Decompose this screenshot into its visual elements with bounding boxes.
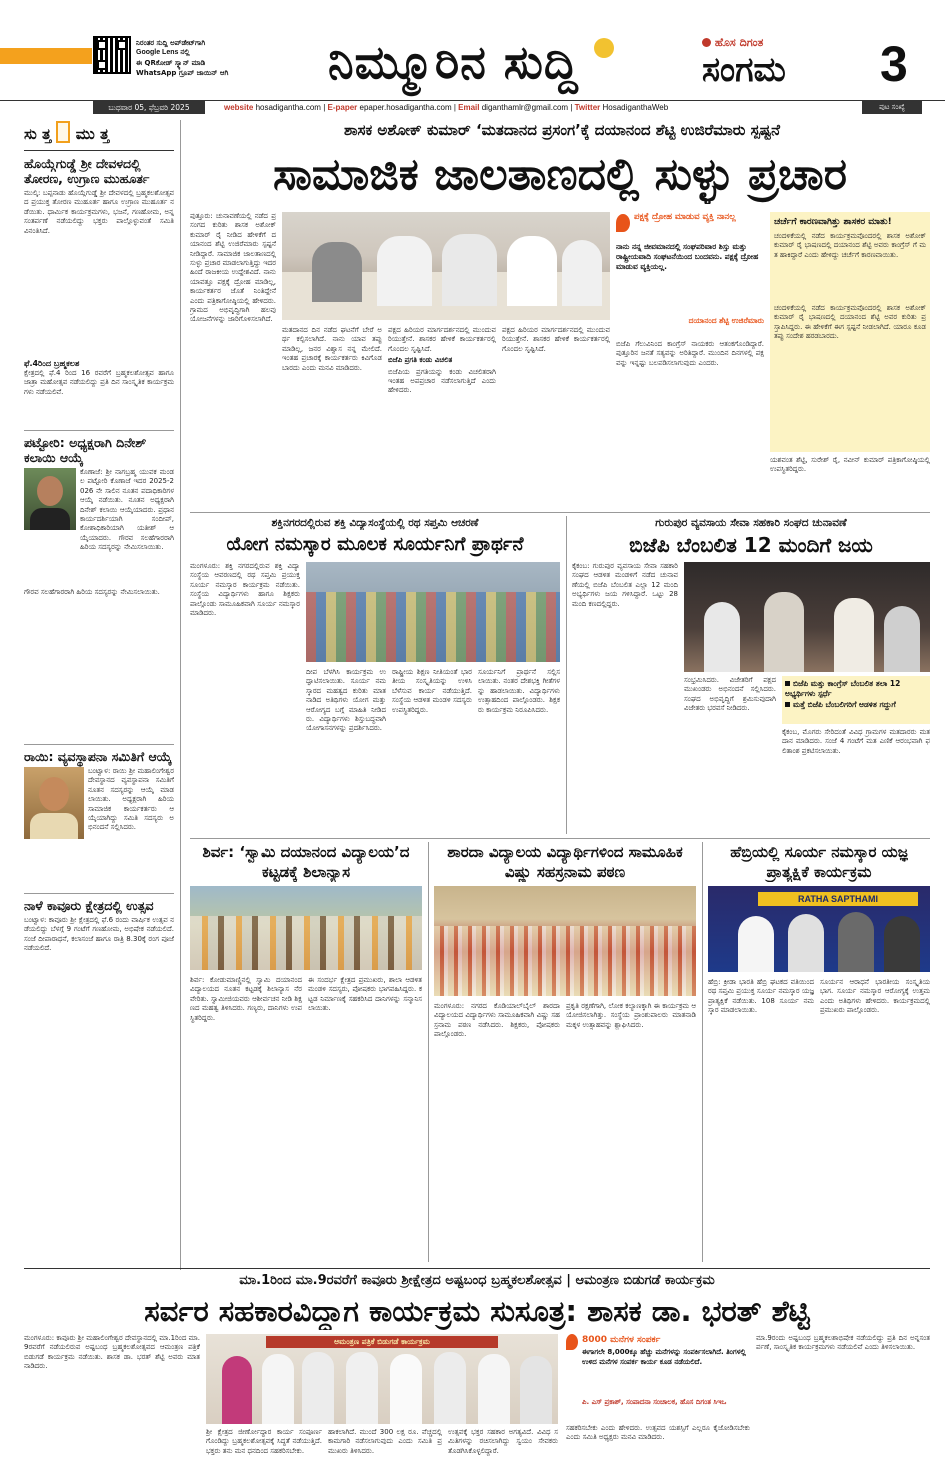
website-label: website: [224, 103, 254, 112]
story3-bullet2: [785, 700, 927, 710]
qr-line2: Google Lens ನಲ್ಲಿ: [136, 49, 190, 56]
lead-quote: [616, 212, 764, 334]
sidebar-title-left: ಸು: [24, 125, 37, 143]
story3-col3: ಕೈಕಂಬ, ಮೊಗರು ಸೇರಿದಂತೆ ವಿವಿಧ ಗ್ರಾಮಗಳ ಮತದಾರರು ಮತದಾನ ಮಾಡಿದರು. ಸಂಜೆ 4 ಗಂಟೆಗೆ ಮತ ಎಣಿಕೆ ಆರಂಭವಾಗಿ ಫಲಿತಾಂಶ ಪ್ರಕಟಿಸಲಾಯಿತು.: [782, 728, 930, 755]
brand-small-text: ಹೊಸ ದಿಗಂತ: [714, 36, 764, 49]
lead-col3-text: ಪಕ್ಷದ ಹಿರಿಯರ ಮಾರ್ಗದರ್ಶನದಲ್ಲಿ ಮುಂದುವರಿಯುತ್ತೇನೆ. ಶಾಸಕರ ಹೇಳಿಕೆ ಕಾರ್ಯಕರ್ತರಲ್ಲಿ ಗೊಂದಲ ಸೃಷ್ಟಿಸಿದೆ.: [388, 326, 496, 353]
story6-col2: ಸೂರ್ಯನ ಆರಾಧನೆ ಭಾರತೀಯ ಸಂಸ್ಕೃತಿಯ ಭಾಗ. ಸೂರ್ಯ ನಮಸ್ಕಾರ ಆರೋಗ್ಯಕ್ಕೆ ಉತ್ತಮ ಎಂದು ಅತಿಥಿಗಳು ಹೇಳಿದರು. ಕಾರ್ಯಕ್ರಮದಲ್ಲಿ ಪ್ರಮುಖರು ಪಾಲ್ಗೊಂಡರು.: [820, 978, 930, 1015]
sidebar-rule: [24, 150, 174, 151]
story6-col1: ಹೆಬ್ರಿ: ಕ್ರೀಡಾ ಭಾರತಿ ಹೆಬ್ರಿ ಘಟಕದ ವತಿಯಿಂದ ರಥ ಸಪ್ತಮಿ ಪ್ರಯುಕ್ತ ಸೂರ್ಯ ನಮಸ್ಕಾರ ಯಜ್ಞ ಪ್ರಾತ್ಯಕ್ಷಿಕೆ ನಡೆಯಿತು. 108 ಸೂರ್ಯ ನಮಸ್ಕಾರ ಮಾಡಲಾಯಿತು.: [708, 978, 814, 1015]
s1-body2: ಕ್ಷೇತ್ರದಲ್ಲಿ ಫೆ.4 ರಿಂದ 16 ರವರೆಗೆ ಬ್ರಹ್ಮಕಲಶೋತ್ಸವ ಹಾಗೂ ಜಾತ್ರಾ ಮಹೋತ್ಸವ ನಡೆಯಲಿದ್ದು ಪ್ರತಿ ದಿನ ಸಾಂಸ್ಕೃತಿಕ ಕಾರ್ಯಕ್ರಮಗಳು ನಡೆಯಲಿವೆ.: [24, 369, 174, 396]
story2-col3: ರಾಷ್ಟ್ರೀಯ ಶಿಕ್ಷಣ ನೀತಿಯಂತೆ ಭಾರತೀಯ ಸಂಸ್ಕೃತಿಯನ್ನು ಉಳಿಸಿ ಬೆಳೆಸುವ ಕಾರ್ಯ ನಡೆಯುತ್ತಿದೆ. ಸಂಸ್ಥೆಯ ಆಡಳಿತ ಮಂಡಳಿ ಸದಸ್ಯರು ಉಪಸ್ಥಿತರಿದ್ದರು.: [392, 668, 472, 714]
story3-bullet1: [785, 679, 927, 698]
story7-col3: ಹಾಕಲಾಗಿದೆ. ಮುಂದೆ 300 ಲಕ್ಷ ರೂ. ವೆಚ್ಚದಲ್ಲಿ ಕಾಮಗಾರಿ ನಡೆಸಲಾಗುವುದು ಎಂದು ಸಮಿತಿ ಪ್ರಮುಖರು ತಿಳಿಸಿದರು.: [328, 1428, 442, 1455]
story7-col5: ಮಾ.9ರಂದು ಅಷ್ಟಬಂಧ ಬ್ರಹ್ಮಕಲಶಾಭಿಷೇಕ ನಡೆಯಲಿದ್ದು ಪ್ರತಿ ದಿನ ಅನ್ನಸಂತರ್ಪಣೆ, ಸಾಂಸ್ಕೃತಿಕ ಕಾರ್ಯಕ್ರಮಗಳು ನಡೆಯಲಿವೆ ಎಂದು ತಿಳಿಸಲಾಯಿತು.: [756, 1334, 930, 1352]
contact-row: website hosadigantha.com | E-paper epaper.hosadigantha.com | Email diganthamlr@gmail.com | Twitter HosadiganthaWeb: [224, 103, 669, 112]
story7-col6: ಸಹಕರಿಸಬೇಕು ಎಂದು ಹೇಳಿದರು. ಉತ್ಸವದ ಯಶಸ್ಸಿಗೆ ಎಲ್ಲರೂ ಕೈಜೋಡಿಸಬೇಕು ಎಂದು ಸಮಿತಿ ಅಧ್ಯಕ್ಷರು ಮನವಿ ಮಾಡಿದರು.: [566, 1424, 750, 1442]
qr-line3: ಈ QRಕೋಡ್ ಸ್ಕ್ಯಾನ್ ಮಾಡಿ: [136, 59, 206, 67]
lead-col3-sub-body: ಬಿಜೆಪಿಯ ಪ್ರಗತಿಯನ್ನು ಕಂಡು ವಿಚಲಿತರಾಗಿ ಇಂತಹ ಅಪಪ್ರಚಾರ ನಡೆಸಲಾಗುತ್ತಿದೆ ಎಂದು ಹೇಳಿದರು.: [388, 367, 496, 395]
bullet-square-icon: [785, 702, 790, 707]
story5-col2: ಪ್ರಕೃತಿ ರಕ್ಷಣೆಗಾಗಿ, ಲೋಕ ಕಲ್ಯಾಣಕ್ಕಾಗಿ ಈ ಕಾರ್ಯಕ್ರಮ ಆಯೋಜಿಸಲಾಗಿತ್ತು. ಸಂಸ್ಥೆಯ ಪ್ರಾಂಶುಪಾಲರು ಮಾತನಾಡಿ ಮಕ್ಕಳ ಉತ್ಸಾಹವನ್ನು ಶ್ಲಾಘಿಸಿದರು.: [566, 1002, 696, 1029]
s1-headline: ಹೊಯ್ಗೆಗುಡ್ಡೆ ಶ್ರೀ ದೇವಳದಲ್ಲಿ ತೋರಣ, ಉಗ್ರಾಣ ಮುಹೂರ್ತ: [24, 156, 150, 186]
s1-body: ಮುಲ್ಕಿ: ಬಪ್ಪನಾಡು ಹೊಯ್ಗೆಗುಡ್ಡೆ ಶ್ರೀ ದೇವಳದಲ್ಲಿ ಬ್ರಹ್ಮಕಲಶೋತ್ಸವದ ಪ್ರಯುಕ್ತ ತೋರಣ ಮುಹೂರ್ತ ಹಾಗೂ ಉಗ್ರಾಣ ಮುಹೂರ್ತ ನಡೆಯಿತು. ಧಾರ್ಮಿಕ ಕಾರ್ಯಕ್ರಮಗಳು, ಭಜನೆ, ಗಣಹೋಮ, ಅನ್ನಸಂತರ್ಪಣೆ ನಡೆಯಲಿದ್ದು ಭಕ್ತರು ಪಾಲ್ಗೊಳ್ಳುವಂತೆ ಸಮಿತಿ ವಿನಂತಿಸಿದೆ.: [24, 189, 174, 235]
quote-mark-icon: [566, 1334, 578, 1350]
qr-line1: ನಿರಂತರ ಸುದ್ದಿ ಅಪ್‌ಡೇಟ್‌ಗಾಗಿ: [136, 39, 206, 47]
sidebar-title-door-icon: [56, 121, 70, 143]
twitter-link[interactable]: HosadiganthaWeb: [602, 103, 669, 112]
lead-box-head: ಚರ್ಚೆಗೆ ಕಾರಣವಾಗಿತ್ತು ಶಾಸಕರ ಮಾತು!: [774, 217, 892, 227]
story7-col1: ಮಂಗಳೂರು: ಕಾವೂರು ಶ್ರೀ ಮಹಾಲಿಂಗೇಶ್ವರ ದೇವಸ್ಥಾನದಲ್ಲಿ ಮಾ.1ರಿಂದ ಮಾ.9ರವರೆಗೆ ನಡೆಯಲಿರುವ ಅಷ್ಟಬಂಧ ಬ್ರಹ್ಮಕಲಶೋತ್ಸವದ ಆಮಂತ್ರಣ ಪತ್ರಿಕೆ ಬಿಡುಗಡೆ ಕಾರ್ಯಕ್ರಮ ನಡೆಯಿತು. ಶಾಸಕ ಡಾ. ಭರತ್ ಶೆಟ್ಟಿ ಅವರು ಮಾತನಾಡಿದರು.: [24, 1334, 200, 1371]
s2-photo: [24, 468, 76, 530]
story4-headline: ಶಿರ್ವ: ‘ಸ್ವಾಮಿ ದಯಾನಂದ ವಿದ್ಯಾಲಯ’ದ ಕಟ್ಟಡಕ್ಕೆ ಶಿಲಾನ್ಯಾಸ: [202, 843, 410, 881]
story3-bullet1-text: ಬಿಜೆಪಿ ಮತ್ತು ಕಾಂಗ್ರೆಸ್ ಬೆಂಬಲಿತ ತಲಾ 12 ಅಭ್ಯರ್ಥಿಗಳು ಸ್ಪರ್ಧೆ: [785, 679, 901, 698]
story3-headline: ಬಿಜೆಪಿ ಬೆಂಬಲಿತ 12 ಮಂದಿಗೆ ಜಯ: [629, 533, 873, 557]
divider-s5-s6: [702, 842, 703, 1262]
story4-col2: ಈ ಸಂದರ್ಭ ಕ್ಷೇತ್ರದ ಪ್ರಮುಖರು, ಶಾಲಾ ಆಡಳಿತ ಮಂಡಳಿ ಸದಸ್ಯರು, ಪೋಷಕರು ಭಾಗವಹಿಸಿದ್ದರು. ಕಟ್ಟಡ ನಿರ್ಮಾಣಕ್ಕೆ ಸಹಕರಿಸಿದ ದಾನಿಗಳನ್ನು ಸನ್ಮಾನಿಸಲಾಯಿತು.: [308, 976, 422, 1013]
date-box: ಬುಧವಾರ 05, ಫೆಬ್ರವರಿ 2025: [93, 101, 205, 114]
lead-col2: ಮತದಾನದ ದಿನ ನಡೆದ ಘಟನೆಗೆ ಬೇರೆ ಅರ್ಥ ಕಲ್ಪಿಸಲಾಗಿದೆ. ನಾನು ಯಾವ ತಪ್ಪು ಮಾಡಿಲ್ಲ, ಜನರ ವಿಶ್ವಾಸ ನನ್ನ ಮೇಲಿದೆ. ಇಂತಹ ಪ್ರಚಾರಕ್ಕೆ ಕಾರ್ಯಕರ್ತರು ಕಿವಿಗೊಡಬಾರದು ಎಂದು ಮನವಿ ಮಾಡಿದರು.: [282, 326, 382, 372]
lead-sidebox: [770, 212, 930, 452]
sidebar-divider: [180, 120, 181, 1270]
story5-headline: ಶಾರದಾ ವಿದ್ಯಾಲಯ ವಿದ್ಯಾರ್ಥಿಗಳಿಂದ ಸಾಮೂಹಿಕ ವಿಷ್ಣು ಸಹಸ್ರನಾಮ ಪಠಣ: [447, 843, 683, 881]
story7-col2: ಶ್ರೀ ಕ್ಷೇತ್ರದ ಜೀರ್ಣೋದ್ಧಾರ ಕಾರ್ಯ ಸಂಪೂರ್ಣಗೊಂಡಿದ್ದು ಬ್ರಹ್ಮಕಲಶೋತ್ಸವಕ್ಕೆ ಸಿದ್ಧತೆ ನಡೆಯುತ್ತಿದೆ. ಭಕ್ತರು ತನು ಮನ ಧನದಿಂದ ಸಹಕರಿಸಬೇಕು.: [206, 1428, 322, 1455]
orange-bar: [0, 48, 92, 64]
info-strip: [0, 100, 945, 114]
rule-2: [190, 838, 930, 839]
lead-headline: ಸಾಮಾಜಿಕ ಜಾಲತಾಣದಲ್ಲಿ ಸುಳ್ಳು ಪ್ರಚಾರ: [273, 149, 847, 200]
story3-bullets: [782, 676, 930, 724]
story7-photo: [206, 1334, 558, 1424]
pages-box: ಪುಟ ಸಂಖ್ಯೆ: [862, 101, 922, 114]
epaper-label: E-paper: [327, 103, 358, 112]
email-label: Email: [458, 103, 480, 112]
story7-quote-by: ಪಿ. ಎಸ್ ಪ್ರಕಾಶ್, ಸಂಪಾದನಾ ಸಂಚಾಲಕ, ಹೊಸ ದಿಗಂತ ಸಿಇಒ: [582, 1398, 727, 1406]
s3-wrap: [24, 767, 174, 887]
s2-body: ಕೊಣಾಜೆ: ಶ್ರೀ ನಾಗಬ್ರಹ್ಮ ಯುವಕ ಮಂಡಲ ಪಟ್ಟೋರಿ ಕೊಣಾಜೆ ಇದರ 2025-2026 ನೇ ಸಾಲಿನ ನೂತನ ಪದಾಧಿಕಾರಿಗಳ ಆಯ್ಕೆ ನಡೆಯಿತು. ನೂತನ ಅಧ್ಯಕ್ಷರಾಗಿ ದಿನೇಶ್ ಕಲಾಯಿ ಆಯ್ಕೆಯಾದರು. ಪ್ರಧಾನ ಕಾರ್ಯದರ್ಶಿಯಾಗಿ ಸಂದೀಪ್, ಕೋಶಾಧಿಕಾರಿಯಾಗಿ ಯತೀಶ್ ಆಯ್ಕೆಯಾದರು. ಗೌರವ ಸಲಹೆಗಾರರಾಗಿ ಹಿರಿಯ ಸದಸ್ಯರನ್ನು ನೇಮಿಸಲಾಯಿತು.: [80, 468, 174, 552]
masthead: [0, 0, 945, 114]
s4-headline: ನಾಳೆ ಕಾವೂರು ಕ್ಷೇತ್ರದಲ್ಲಿ ಉತ್ಸವ: [24, 893, 174, 913]
story2-col1: ಮಂಗಳೂರು: ಶಕ್ತಿ ನಗರದಲ್ಲಿರುವ ಶಕ್ತಿ ವಿದ್ಯಾ ಸಂಸ್ಥೆಯ ಆವರಣದಲ್ಲಿ ರಥ ಸಪ್ತಮಿ ಪ್ರಯುಕ್ತ ಸೂರ್ಯ ನಮಸ್ಕಾರ ಕಾರ್ಯಕ್ರಮ ನಡೆಯಿತು. ಸಂಸ್ಥೆಯ ವಿದ್ಯಾರ್ಥಿಗಳು ಹಾಗೂ ಶಿಕ್ಷಕರು ಪಾಲ್ಗೊಂಡು ಸಾಮೂಹಿಕವಾಗಿ ಸೂರ್ಯ ನಮಸ್ಕಾರ ಮಾಡಿದರು.: [190, 562, 300, 618]
story2-photo: [306, 562, 560, 662]
lead-col5-end: ಯಶವಂತ ಶೆಟ್ಟಿ, ಸುರೇಶ್ ರೈ, ನವೀನ್ ಕುಮಾರ್ ಪತ್ರಿಕಾಗೋಷ್ಠಿಯಲ್ಲಿ ಉಪಸ್ಥಿತರಿದ್ದರು.: [770, 456, 930, 474]
divider-s4-s5: [428, 842, 429, 1262]
story6-headline: ಹೆಬ್ರಿಯಲ್ಲಿ ಸೂರ್ಯ ನಮಸ್ಕಾರ ಯಜ್ಞ ಪ್ರಾತ್ಯಕ್ಷಿಕೆ ಕಾರ್ಯಕ್ರಮ: [730, 843, 908, 881]
brand-logo-icon: [702, 38, 711, 47]
story7-banner: ಆಮಂತ್ರಣ ಪತ್ರಿಕೆ ಬಿಡುಗಡೆ ಕಾರ್ಯಕ್ರಮ: [266, 1336, 498, 1348]
qr-code[interactable]: [93, 36, 131, 74]
sidebar-title-mid: ತ್ತ: [41, 125, 52, 143]
story7-quote-head: 8000 ಮನೆಗಳ ಸಂಪರ್ಕ: [582, 1335, 661, 1345]
lead-col5: ಚಂದಳಿಕೆಯಲ್ಲಿ ನಡೆದ ಕಾರ್ಯಕ್ರಮವೊಂದರಲ್ಲಿ ಶಾಸಕ ಅಶೋಕ್ ಕುಮಾರ್ ರೈ ಭಾಷಣದಲ್ಲಿ ದಯಾನಂದ ಶೆಟ್ಟಿ ಅವರ ಕುರಿತು ಪ್ರಸ್ತಾಪಿಸಿದ್ದರು. ಈ ಹೇಳಿಕೆಗೆ ಈಗ ಸ್ಪಷ್ಟನೆ ನೀಡಲಾಗಿದೆ. ಯಾರೂ ಕೂಡ ತಪ್ಪು ಸಂದೇಶ ಹರಡಬಾರದು.: [774, 304, 926, 341]
lead-col3b: ಪಕ್ಷದ ಹಿರಿಯರ ಮಾರ್ಗದರ್ಶನದಲ್ಲಿ ಮುಂದುವರಿಯುತ್ತೇನೆ. ಶಾಸಕರ ಹೇಳಿಕೆ ಕಾರ್ಯಕರ್ತರಲ್ಲಿ ಗೊಂದಲ ಸೃಷ್ಟಿಸಿದೆ.: [502, 326, 610, 353]
story3-photo: [684, 562, 930, 672]
email-link[interactable]: diganthamlr@gmail.com: [481, 103, 569, 112]
brand-small: [702, 36, 763, 50]
sidebar-title: [24, 120, 174, 148]
s4-body: ಬಂಟ್ವಾಳ: ಕಾವೂರು ಶ್ರೀ ಕ್ಷೇತ್ರದಲ್ಲಿ ಫೆ.6 ರಂದು ವಾರ್ಷಿಕ ಉತ್ಸವ ನಡೆಯಲಿದ್ದು ಬೆಳಗ್ಗೆ 9 ಗಂಟೆಗೆ ಗಣಹೋಮ, ಅಭಿಷೇಕ ನಡೆಯಲಿದೆ. ಸಂಜೆ ದೀಪಾರಾಧನೆ, ಕಲಾಸಂಜೆ ಹಾಗೂ ರಾತ್ರಿ 8.30ಕ್ಕೆ ರಂಗ ಪೂಜೆ ನಡೆಯಲಿದೆ.: [24, 916, 174, 953]
s1-subhead: ಫೆ.4ರಿಂದ ಬ್ರಹ್ಮಕಲಶ: [24, 359, 80, 368]
quote-mark-icon: [616, 214, 630, 232]
story2-col4: ಸೂರ್ಯನಿಗೆ ಪ್ರಾರ್ಥನೆ ಸಲ್ಲಿಸಲಾಯಿತು. ನಂತರ ದೇಶಭಕ್ತಿ ಗೀತೆಗಳನ್ನು ಹಾಡಲಾಯಿತು. ವಿದ್ಯಾರ್ಥಿಗಳು ಉತ್ಸಾಹದಿಂದ ಪಾಲ್ಗೊಂಡರು. ಶಿಕ್ಷಕರು ಕಾರ್ಯಕ್ರಮ ನಿರೂಪಿಸಿದರು.: [478, 668, 560, 714]
lead-quote-head: ಪಕ್ಷಕ್ಕೆ ದ್ರೋಹ ಮಾಡುವ ವ್ಯಕ್ತಿ ನಾನಲ್ಲ: [634, 212, 736, 222]
sidebar-title-end: ತ್ತ: [99, 125, 110, 143]
page-number: 3: [880, 36, 908, 92]
sidebar: [24, 120, 174, 1270]
story3-kicker: ಗುರುಪುರ ವ್ಯವಸಾಯ ಸೇವಾ ಸಹಕಾರಿ ಸಂಘದ ಚುನಾವಣೆ: [655, 517, 847, 529]
story4-photo: [190, 886, 422, 970]
website-link[interactable]: hosadigantha.com: [255, 103, 321, 112]
lead-col1: ಪುತ್ತೂರು: ಚುನಾವಣೆಯಲ್ಲಿ ನಡೆದ ಪ್ರಸಂಗದ ಕುರಿತು ಶಾಸಕ ಅಶೋಕ್ ಕುಮಾರ್ ರೈ ನೀಡಿದ ಹೇಳಿಕೆಗೆ ದಯಾನಂದ ಶೆಟ್ಟಿ ಉಜಿರೆಮಾರು ಸ್ಪಷ್ಟನೆ ನೀಡಿದ್ದಾರೆ. ಸಾಮಾಜಿಕ ಜಾಲತಾಣದಲ್ಲಿ ಸುಳ್ಳು ಪ್ರಚಾರ ಮಾಡಲಾಗುತ್ತಿದ್ದು ಇದರ ಹಿಂದೆ ರಾಜಕೀಯ ಉದ್ದೇಶವಿದೆ. ನಾನು ಯಾವತ್ತೂ ಪಕ್ಷಕ್ಕೆ ದ್ರೋಹ ಮಾಡಿಲ್ಲ, ಕಾರ್ಯಕರ್ತರ ಜೊತೆ ನಿಂತಿದ್ದೇನೆ ಎಂದು ಪತ್ರಿಕಾಗೋಷ್ಠಿಯಲ್ಲಿ ಹೇಳಿದರು. ಗ್ರಾಮದ ಅಭಿವೃದ್ಧಿಗಾಗಿ ಹಲವು ಯೋಜನೆಗಳನ್ನು ಜಾರಿಗೊಳಿಸಲಾಗಿದೆ.: [190, 212, 276, 324]
lead-col3-sub: ಬಿಜೆಪಿ ಪ್ರಗತಿ ಕಂಡು ವಿಚಲಿತ: [388, 356, 453, 365]
story7-col4: ಉತ್ಸವಕ್ಕೆ ಭಕ್ತರ ಸಹಕಾರ ಅಗತ್ಯವಿದೆ. ವಿವಿಧ ಸಮಿತಿಗಳನ್ನು ರಚಿಸಲಾಗಿದ್ದು ಸ್ವಯಂ ಸೇವಕರು ತೊಡಗಿಸಿಕೊಳ್ಳಲಿದ್ದಾರೆ.: [448, 1428, 558, 1455]
epaper-link[interactable]: epaper.hosadigantha.com: [359, 103, 452, 112]
lead-quote-by: ದಯಾನಂದ ಶೆಟ್ಟಿ ಉಜಿರೆಮಾರು: [688, 316, 764, 325]
story5-photo: [434, 886, 696, 996]
s3-body: ಬಂಟ್ವಾಳ: ರಾಯಿ ಶ್ರೀ ಮಹಾಲಿಂಗೇಶ್ವರ ದೇವಸ್ಥಾನದ ವ್ಯವಸ್ಥಾಪನಾ ಸಮಿತಿಗೆ ನೂತನ ಸದಸ್ಯರನ್ನು ಆಯ್ಕೆ ಮಾಡಲಾಯಿತು. ಅಧ್ಯಕ್ಷರಾಗಿ ಹಿರಿಯ ಸಾಮಾಜಿಕ ಕಾರ್ಯಕರ್ತರು ಆಯ್ಕೆಯಾಗಿದ್ದು ಸಮಿತಿ ಸದಸ್ಯರು ಅಭಿನಂದನೆ ಸಲ್ಲಿಸಿದರು.: [88, 767, 174, 832]
rule-1: [190, 512, 930, 513]
story3-bullet2-text: ಮತ್ತೆ ಬಿಜೆಪಿ ಬೆಂಬಲಿಗರಿಗೆ ಆಡಳಿತ ಗದ್ದುಗೆ: [793, 700, 896, 709]
story7-quote: [566, 1334, 750, 1422]
story6-photo: [708, 886, 930, 972]
bullet-square-icon: [785, 681, 790, 686]
story3-col1: ಕೈಕಂಬ: ಗುರುಪುರ ವ್ಯವಸಾಯ ಸೇವಾ ಸಹಕಾರಿ ಸಂಘದ ಆಡಳಿತ ಮಂಡಳಿಗೆ ನಡೆದ ಚುನಾವಣೆಯಲ್ಲಿ ಬಿಜೆಪಿ ಬೆಂಬಲಿತ ಎಲ್ಲಾ 12 ಮಂದಿ ಅಭ್ಯರ್ಥಿಗಳು ಜಯ ಗಳಿಸಿದ್ದಾರೆ. ಒಟ್ಟು 28 ಮಂದಿ ಕಣದಲ್ಲಿದ್ದರು.: [572, 562, 678, 608]
s2-body-cont: ಗೌರವ ಸಲಹೆಗಾರರಾಗಿ ಹಿರಿಯ ಸದಸ್ಯರನ್ನು ನೇಮಿಸಲಾಯಿತು.: [24, 588, 160, 596]
lead-col3: [388, 326, 496, 508]
story6-banner: RATHA SAPTHAMI: [758, 892, 918, 906]
story7-headline: ಸರ್ವರ ಸಹಕಾರವಿದ್ದಾಗ ಕಾರ್ಯಕ್ರಮ ಸುಸೂತ್ರ: ಶಾಸಕ ಡಾ. ಭರತ್ ಶೆಟ್ಟಿ: [144, 1294, 810, 1328]
lead-box-body: ಚಂದಳಿಕೆಯಲ್ಲಿ ನಡೆದ ಕಾರ್ಯಕ್ರಮವೊಂದರಲ್ಲಿ ಶಾಸಕ ಅಶೋಕ್ ಕುಮಾರ್ ರೈ ಭಾಷಣದಲ್ಲಿ ದಯಾನಂದ ಶೆಟ್ಟಿ ಅವರು ಕಾಂಗ್ರೆಸ್ ಗೆ ಮತ ಹಾಕಿದ್ದಾರೆ ಎಂದು ಹೇಳಿದ್ದು ಚರ್ಚೆಗೆ ಕಾರಣವಾಯಿತು.: [774, 232, 926, 259]
qr-line4: WhatsApp ಗ್ರೂಪ್ ಜಾಯಿನ್ ಆಗಿ: [136, 69, 229, 77]
s2-wrap: [24, 468, 174, 588]
brand-big: ಸಂಗಮ: [702, 50, 786, 90]
story2-col2: ದೀಪ ಬೆಳಗಿಸಿ ಕಾರ್ಯಕ್ರಮ ಉದ್ಘಾಟಿಸಲಾಯಿತು. ಸೂರ್ಯ ನಮಸ್ಕಾರದ ಮಹತ್ವದ ಕುರಿತು ಮಾತನಾಡಿದ ಅತಿಥಿಗಳು ಯೋಗ ಮತ್ತು ಆರೋಗ್ಯದ ಬಗ್ಗೆ ಮಾಹಿತಿ ನೀಡಿದರು. ವಿದ್ಯಾರ್ಥಿಗಳು ಶಿಸ್ತುಬದ್ಧವಾಗಿ ಯೋಗಾಸನಗಳನ್ನು ಪ್ರದರ್ಶಿಸಿದರು.: [306, 668, 386, 733]
story7-kicker: ಮಾ.1ರಿಂದ ಮಾ.9ರವರೆಗೆ ಕಾವೂರು ಶ್ರೀಕ್ಷೇತ್ರದ ಅಷ್ಟಬಂಧ ಬ್ರಹ್ಮಕಲಶೋತ್ಸವ | ಆಮಂತ್ರಣ ಬಿಡುಗಡೆ ಕಾರ್ಯಕ್ರಮ: [239, 1273, 715, 1288]
story4-col1: ಶಿರ್ವ: ಕೋಡುಮಾಣ್ಣಿನಲ್ಲಿ ಸ್ವಾಮಿ ದಯಾನಂದ ವಿದ್ಯಾಲಯದ ನೂತನ ಕಟ್ಟಡಕ್ಕೆ ಶಿಲಾನ್ಯಾಸ ನೆರವೇರಿತು. ಸ್ವಾಮೀಜಿಯವರು ಆಶೀರ್ವಚನ ನೀಡಿ ಶಿಕ್ಷಣದ ಮಹತ್ವ ತಿಳಿಸಿದರು. ಗಣ್ಯರು, ದಾನಿಗಳು ಉಪಸ್ಥಿತರಿದ್ದರು.: [190, 976, 302, 1022]
divider-s2-s3: [566, 516, 567, 834]
story2-headline: ಯೋಗ ನಮಸ್ಕಾರ ಮೂಲಕ ಸೂರ್ಯನಿಗೆ ಪ್ರಾರ್ಥನೆ: [226, 534, 524, 555]
lead-quote-body: ನಾನು ನನ್ನ ಜೀವಮಾನದಲ್ಲಿ ಸಂಘಪರಿವಾರ ಶಿಸ್ತು ಮತ್ತು ರಾಷ್ಟ್ರೀಯವಾದಿ ಸಂಘಟನೆಯಿಂದ ಬಂದವನು. ಪಕ್ಷಕ್ಕೆ ದ್ರೋಹ ಮಾಡುವ ವ್ಯಕ್ತಿಯಲ್ಲ.: [616, 242, 759, 271]
story2-kicker: ಶಕ್ತಿನಗರದಲ್ಲಿರುವ ಶಕ್ತಿ ವಿದ್ಯಾಸಂಸ್ಥೆಯಲ್ಲಿ ರಥ ಸಪ್ತಮಿ ಆಚರಣೆ: [271, 517, 479, 529]
twitter-label: Twitter: [574, 103, 601, 112]
story3-col2: ಸಂಭ್ರಮಿಸಿದರು. ವಿಜೇತರಿಗೆ ಪಕ್ಷದ ಮುಖಂಡರು ಅಭಿನಂದನೆ ಸಲ್ಲಿಸಿದರು. ಸಂಘದ ಅಭಿವೃದ್ಧಿಗೆ ಶ್ರಮಿಸುವುದಾಗಿ ವಿಜೇತರು ಭರವಸೆ ನೀಡಿದರು.: [684, 676, 776, 713]
s3-headline: ರಾಯಿ: ವ್ಯವಸ್ಥಾಪನಾ ಸಮಿತಿಗೆ ಆಯ್ಕೆ: [24, 744, 174, 764]
story5-col1: ಮಂಗಳೂರು: ನಗರದ ಕೊಡಿಯಾಲ್‌ಬೈಲ್ ಶಾರದಾ ವಿದ್ಯಾಲಯದ ವಿದ್ಯಾರ್ಥಿಗಳು ಸಾಮೂಹಿಕವಾಗಿ ವಿಷ್ಣು ಸಹಸ್ರನಾಮ ಪಠಣ ನಡೆಸಿದರು. ಶಿಕ್ಷಕರು, ಪೋಷಕರು ಪಾಲ್ಗೊಂಡರು.: [434, 1002, 560, 1039]
s3-photo: [24, 767, 84, 839]
qr-text: [136, 38, 316, 78]
story7-quote-body: ಈಗಾಗಲೇ 8,000ಕ್ಕೂ ಹೆಚ್ಚು ಮನೆಗಳನ್ನು ಸಂಪರ್ಕಿಸಲಾಗಿದೆ. ತಿಂಗಳಲ್ಲಿ ಉಳಿದ ಮನೆಗಳ ಸಂಪರ್ಕ ಕಾರ್ಯ ಕೂಡ ನಡೆಯಲಿದೆ.: [582, 1348, 746, 1366]
rule-3: [24, 1268, 930, 1269]
lead-col4: ಬಿಜೆಪಿ ಗೆಲುವಿನಿಂದ ಕಾಂಗ್ರೆಸ್ ನಾಯಕರು ಆತಂಕಗೊಂಡಿದ್ದಾರೆ. ಪುತ್ತೂರಿನ ಜನತೆ ಸತ್ಯವನ್ನು ಅರಿತಿದ್ದಾರೆ. ಮುಂದಿನ ದಿನಗಳಲ್ಲಿ ಪಕ್ಷವನ್ನು ಇನ್ನಷ್ಟು ಬಲಪಡಿಸಲಾಗುವುದು ಎಂದರು.: [616, 340, 764, 367]
title-sun: [594, 38, 614, 58]
masthead-title: ನಿಮ್ಮೂರಿನ ಸುದ್ದಿ: [328, 35, 579, 89]
s2-headline: ಪಟ್ಟೋರಿ: ಅಧ್ಯಕ್ಷರಾಗಿ ದಿನೇಶ್ ಕಲಾಯಿ ಆಯ್ಕೆ: [24, 430, 174, 465]
lead-kicker: ಶಾಸಕ ಅಶೋಕ್ ಕುಮಾರ್ ‘ಮತದಾನದ ಪ್ರಸಂಗ’ಕ್ಕೆ ದಯಾನಂದ ಶೆಟ್ಟಿ ಉಜಿರೆಮಾರು ಸ್ಪಷ್ಟನೆ: [343, 121, 781, 139]
lead-photo: [282, 212, 610, 320]
sidebar-title-right: ಮು: [75, 125, 95, 143]
